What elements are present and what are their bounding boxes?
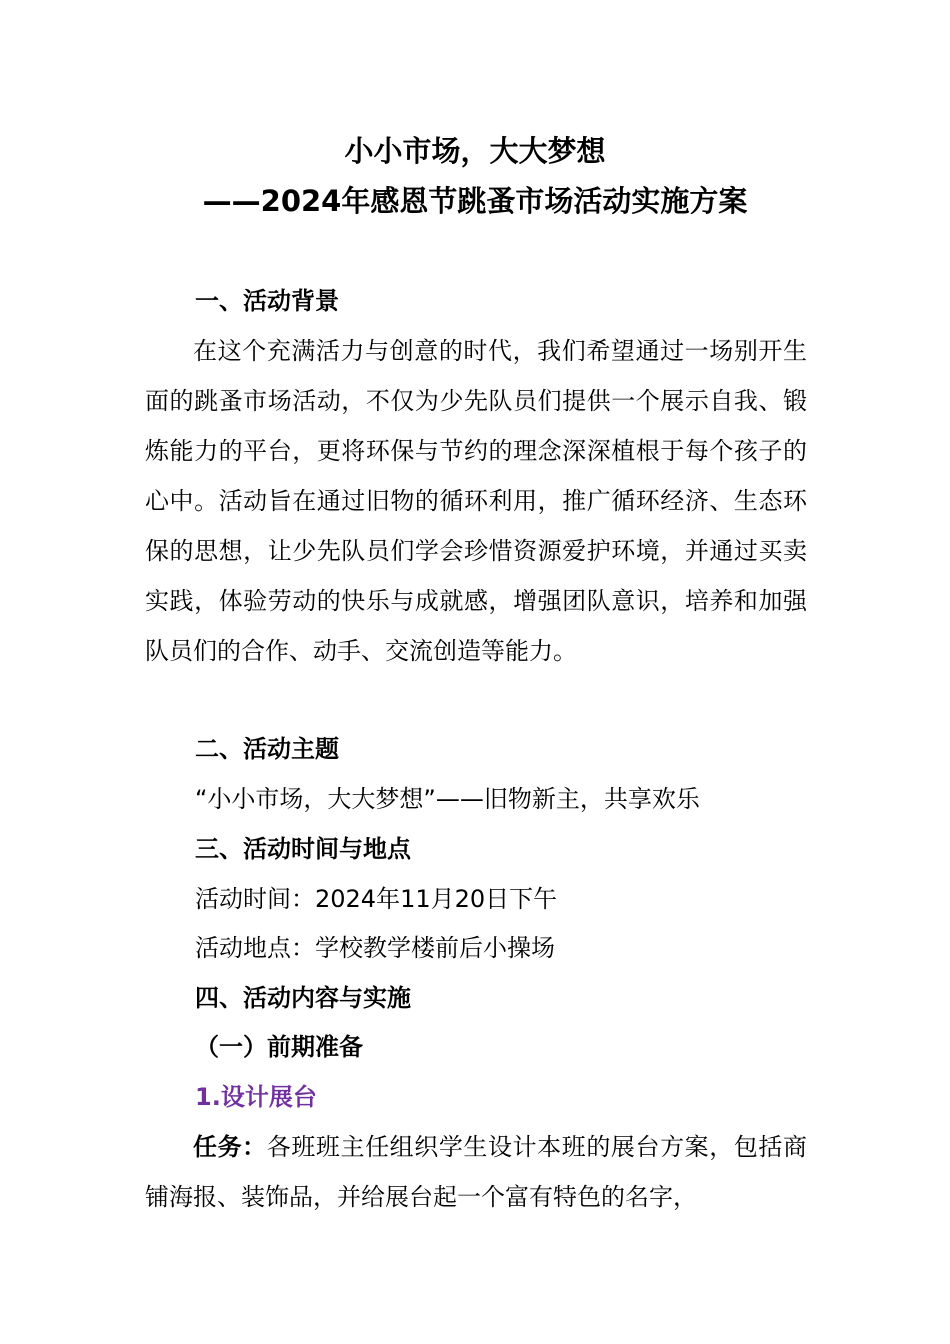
section-heading-theme: 二、活动主题 (195, 735, 339, 763)
background-paragraph: 在这个充满活力与创意的时代，我们希望通过一场别开生面的跳蚤市场活动，不仅为少先队员们提供一个展示自我、锻炼能力的平台，更将环保与节约的理念深深植根于每个孩子的心中。活动旨在通过旧物的循环利用，推广循环经济、生态环保的思想，让少先队员们学会珍惜资源爱护环境，并通过买卖实践，体验劳动的快乐与成就感，增强团队意识，培养和加强队员们的合作、动手、交流创造等能力。 (145, 337, 807, 665)
task-paragraph (145, 1122, 807, 1222)
document-subtitle: ——2024年感恩节跳蚤市场活动实施方案 (202, 184, 748, 218)
section-heading-time-place: 三、活动时间与地点 (195, 835, 411, 863)
background-paragraph-container (145, 326, 807, 676)
theme-text: “小小市场，大大梦想”——旧物新主，共享欢乐 (195, 785, 700, 813)
activity-place: 活动地点：学校教学楼前后小操场 (195, 934, 555, 962)
activity-time: 活动时间：2024年11月20日下午 (195, 885, 558, 913)
task-paragraph-container (145, 1122, 807, 1222)
task-text: 各班班主任组织学生设计本班的展台方案，包括商铺海报、装饰品，并给展台起一个富有特色的名字， (145, 1133, 807, 1211)
subsection-heading-preparation: （一）前期准备 (195, 1033, 363, 1061)
section-heading-content: 四、活动内容与实施 (195, 984, 411, 1012)
section-heading-background: 一、活动背景 (195, 287, 339, 315)
task-label: 任务： (193, 1133, 267, 1161)
item-heading-design-booth: 1.设计展台 (195, 1083, 317, 1111)
document-title: 小小市场，大大梦想 (344, 134, 606, 168)
